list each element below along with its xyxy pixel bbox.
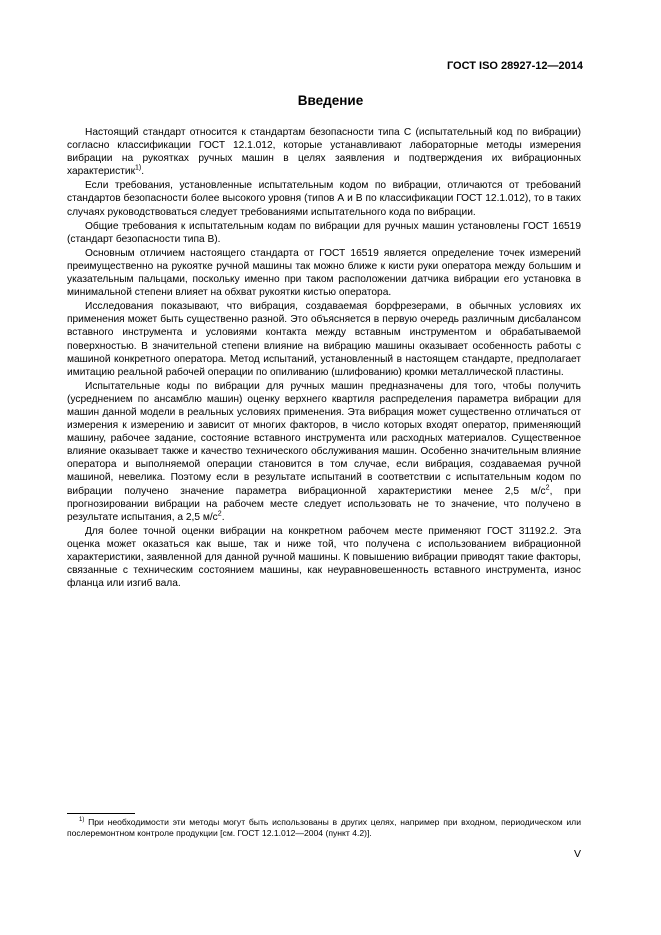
paragraph-6: Испытательные коды по вибрации для ручных машин предназначены для того, чтобы получить (усреднением по ансамблю машин) оценку верхнего квартиля распределения параметра вибрации для машин данной модели в реальных условиях применения. Эта вибрация может существенно отличаться от измерения к измерению и зависит от многих факторов, в число которых входят оператор, применяющий машину, рабочее задание, состояние вставного инструмента или расходных материалов. Существенное влияние оказывает также и качество технического обслуживания машин. Особенно значительным влияние оператора и выполняемой операции становится в том случае, если вибрация, создаваемая ручной машиной, невелика. Поэтому если в результате испытаний в соответствии с испытательным кодом по вибрации получено значение параметра вибрационной характеристики менее 2,5 $м/с^2$, при прогнозировании вибрации на рабочем месте следует использовать не то значение, что получено в результате испытания, а 2,5 $м/с^2$. (67, 380, 581, 523)
document-id-header: ГОСТ ISO 28927-12—2014 (446, 60, 583, 72)
paragraph-1: Настоящий стандарт относится к стандартам безопасности типа С (испытательный код по вибрации) согласно классификации ГОСТ 12.1.012, которые устанавливают лабораторные методы измерения вибрации на рукоятках ручных машин в целях заявления и подтверждения их вибрационных характеристик$^{1)}$. (67, 127, 581, 178)
paragraph-7: Для более точной оценки вибрации на конкретном рабочем месте применяют ГОСТ 31192.2. Эта оценка может оказаться как выше, так и ниже той, что получена с использованием вибрационной характеристики, заявленной для данной ручной машины. К повышению вибрации приводят такие факторы, связанные с техническим состоянием машины, как неуравновешенность вставного инструмента, износ фланца или изгиб вала. (67, 525, 581, 590)
paragraph-2: Если требования, установленные испытательным кодом по вибрации, отличаются от требований стандартов безопасности более высокого уровня (типов А и В по классификации ГОСТ 12.1.012), то в таких случаях руководствоваться следует требованиями испытательного кода по вибрации. (67, 180, 581, 218)
section-title: Введение (297, 93, 364, 108)
footnote: $^{1)}$ При необходимости эти методы могут быть использованы в других целях, например при входном, периодическом или послеремонтном контроле продукции [см. ГОСТ 12.1.012—2004 (пункт 4.2)]. (67, 817, 581, 838)
paragraph-4: Основным отличием настоящего стандарта от ГОСТ 16519 является определение точек измерений преимущественно на рукоятке ручной машины так можно ближе к кисти руки оператора между большим и указательным пальцами, поскольку именно при таком расположении датчика вибрации его установка в минимальной степени влияет на обхват рукоятки кистью оператора. (67, 247, 581, 299)
paragraph-5: Исследования показывают, что вибрация, создаваемая борфрезерами, в обычных условиях их применения может быть существенно разной. Это объясняется в первую очередь различным дисбалансом вставного инструмента и условиями контакта между вставным инструментом и обрабатываемой поверхностью. В значительной степени влияние на вибрацию машины оказывает особенность работы с машиной конкретного оператора. Метод испытаний, установленный в настоящем стандарте, предполагает имитацию реальной рабочей операции по опиливанию (шлифованию) кромки металлической пластины. (67, 301, 581, 378)
footnote-mark: 1) (79, 817, 85, 824)
page-number: V (573, 848, 581, 860)
paragraph-3: Общие требования к испытательным кодам по вибрации для ручных машин установлены ГОСТ 16519 (стандарт безопасности типа В). (67, 220, 581, 245)
footnote-divider (67, 813, 135, 814)
body-text (67, 126, 581, 591)
footnote-ref[interactable]: 1) (135, 164, 142, 172)
